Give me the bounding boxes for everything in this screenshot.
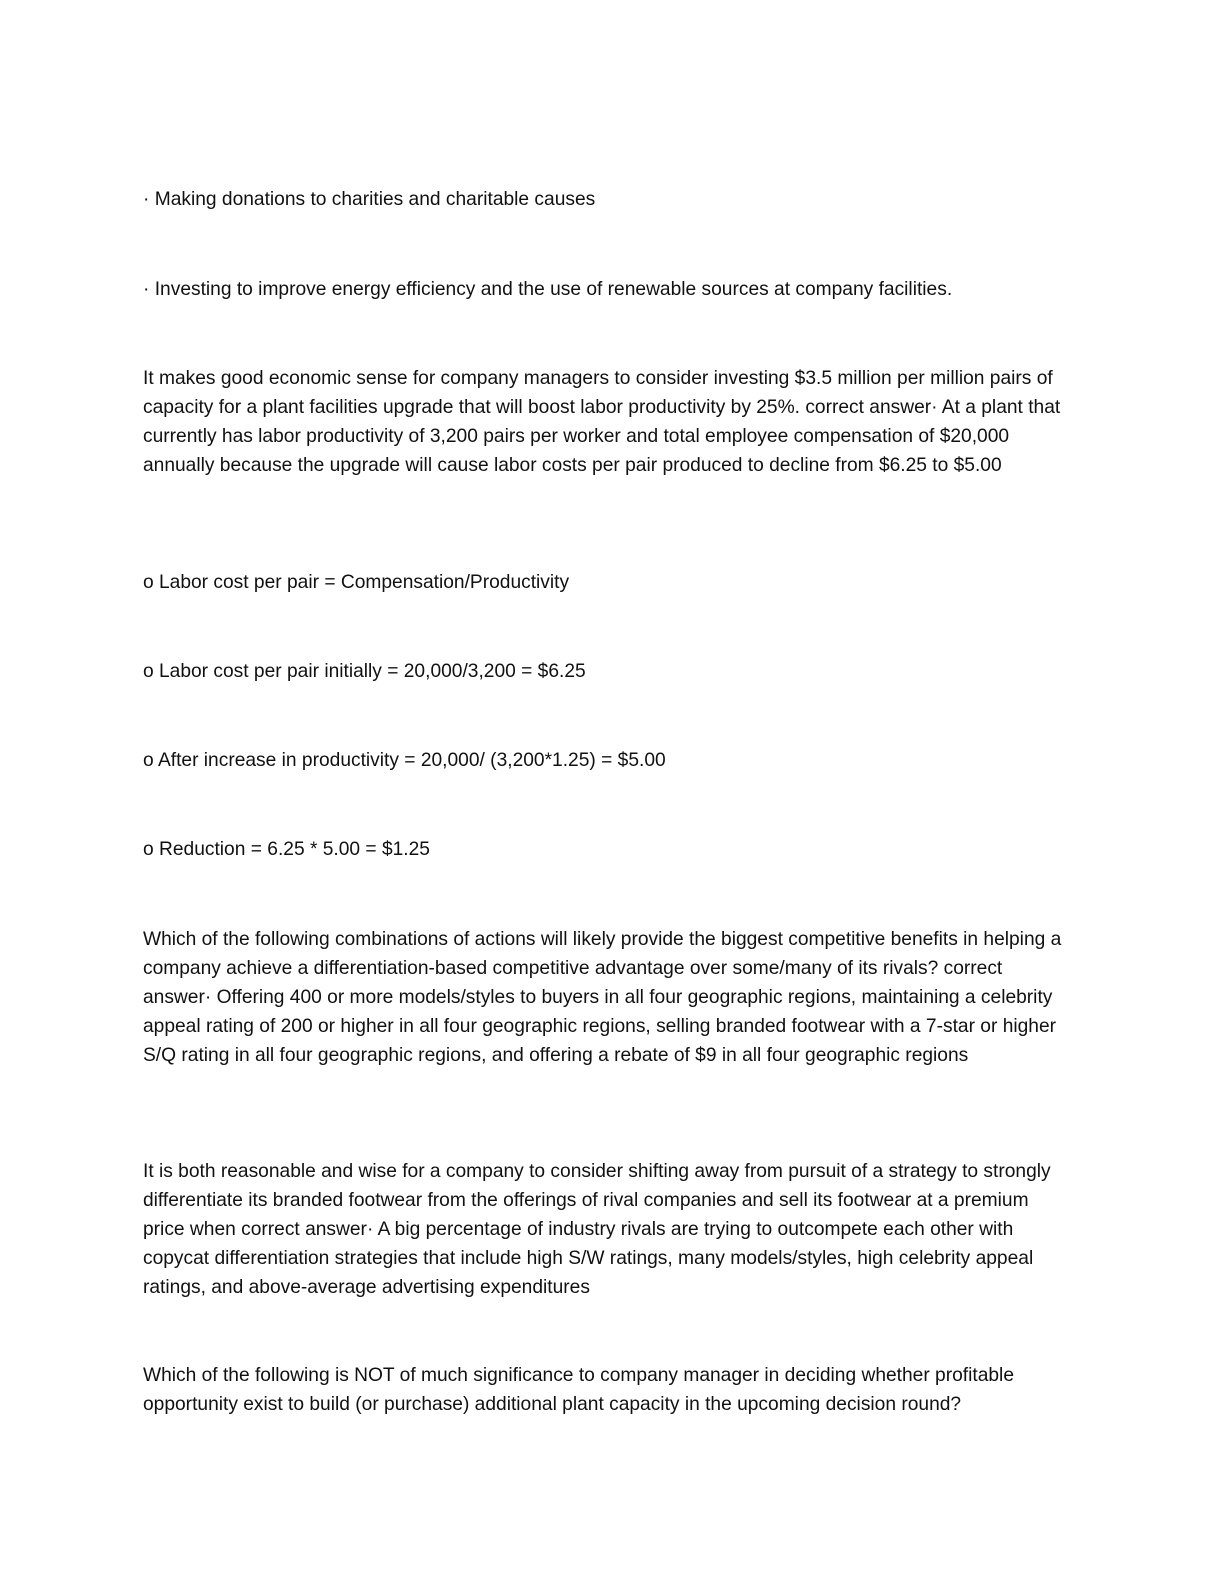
- question-plant-capacity: Which of the following is NOT of much significance to company manager in deciding whether profitable opportunity exist to build (or purchase) additional plant capacity in the upcoming decision round?: [143, 1365, 1014, 1415]
- formula-labor-cost: o Labor cost per pair = Compensation/Productivity: [143, 572, 570, 593]
- formula-reduction: o Reduction = 6.25 * 5.00 = $1.25: [143, 839, 430, 860]
- question-plant-upgrade: It makes good economic sense for company managers to consider investing $3.5 million per million pairs of capacity for a plant facilities upgrade that will boost labor productivity by 25%. correct answer· At a plant that currently has labor productivity of 3,200 pairs per worker and total employee compensation of $20,000 annually because the upgrade will cause labor costs per pair produced to decline from $6.25 to $5.00: [143, 368, 1061, 476]
- bullet-energy-efficiency: · Investing to improve energy efficiency and the use of renewable sources at company facilities.: [143, 279, 953, 300]
- question-differentiation-combo: Which of the following combinations of actions will likely provide the biggest competitive benefits in helping a company achieve a differentiation-based competitive advantage over some/many of its rivals? correct answer· Offering 400 or more models/styles to buyers in all four geographic regions, maintaining a celebrity appeal rating of 200 or higher in all four geographic regions, selling branded footwear with a 7-star or higher S/Q rating in all four geographic regions, and offering a rebate of $9 in all four geographic regions: [143, 929, 1062, 1066]
- question-shift-strategy: It is both reasonable and wise for a company to consider shifting away from pursuit of a strategy to strongly differentiate its branded footwear from the offerings of rival companies and sell its footwear at a premium price when correct answer· A big percentage of industry rivals are trying to outcompete each other with copycat differentiation strategies that include high S/W ratings, many models/styles, high celebrity appeal ratings, and above-average advertising expenditures: [143, 1161, 1051, 1298]
- formula-after-increase: o After increase in productivity = 20,000/ (3,200*1.25) = $5.00: [143, 750, 666, 771]
- bullet-charitable-donations: · Making donations to charities and charitable causes: [143, 189, 596, 210]
- formula-initial-cost: o Labor cost per pair initially = 20,000/3,200 = $6.25: [143, 661, 586, 682]
